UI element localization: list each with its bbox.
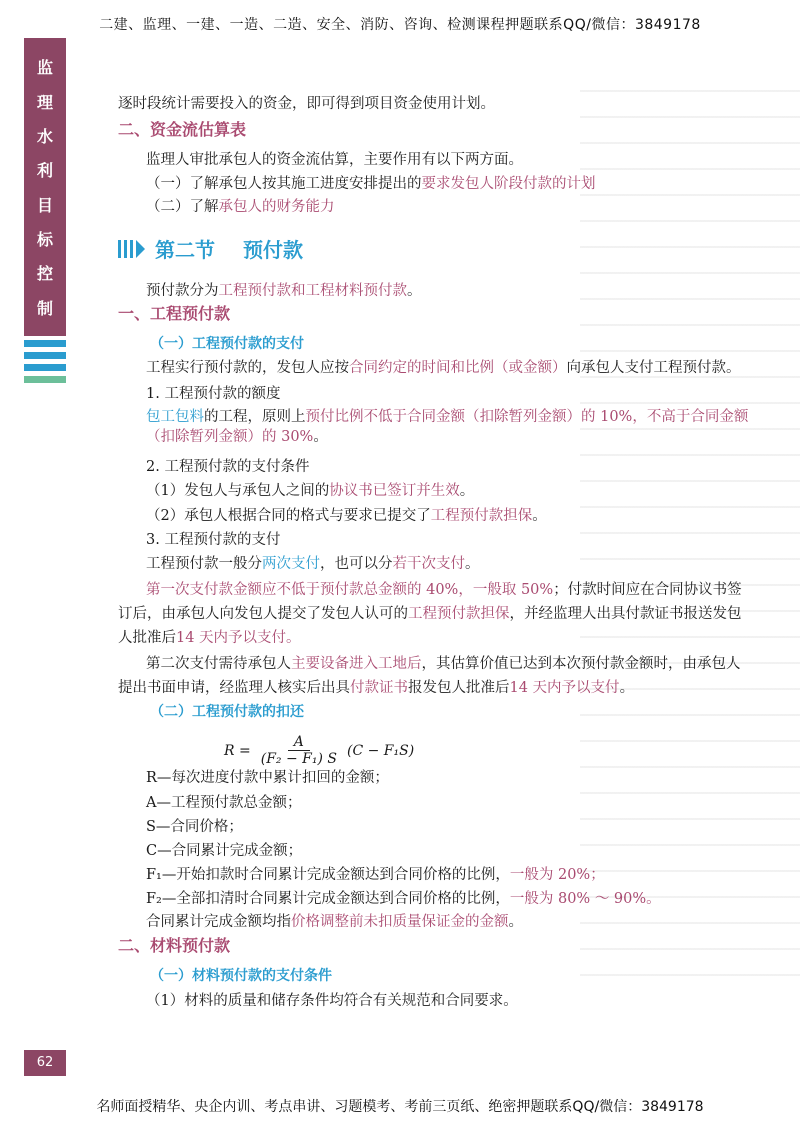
definition: F₂—全部扣清时合同累计完成金额达到合同价格的比例，一般为 80% ～ 90%。 [146, 891, 661, 907]
side-tab-char: 控 [36, 264, 53, 284]
section-title: 第二节 预付款 [118, 234, 303, 263]
deduction-formula: R = $\frac{A}{\text{(F₂ − F₁) S}}$ (C − F₁S) [224, 734, 415, 767]
heading-material-condition: （一）材料预付款的支付条件 [150, 968, 332, 984]
paragraph: 工程预付款一般分两次支付，也可以分若干次支付。 [146, 556, 480, 572]
paragraph: （二）了解承包人的财务能力 [146, 199, 335, 215]
heading-prepay-payment: （一）工程预付款的支付 [150, 336, 304, 352]
bleed-through-text [580, 90, 800, 990]
paragraph: 2. 工程预付款的支付条件 [146, 459, 310, 475]
definition: A—工程预付款总金额； [146, 795, 302, 811]
side-tab-char: 水 [36, 126, 53, 146]
heading-material: 二、材料预付款 [118, 936, 231, 955]
paragraph: 3. 工程预付款的支付 [146, 532, 281, 548]
section-bars-icon [118, 240, 145, 258]
paragraph: 逐时段统计需要投入的资金，即可得到项目资金使用计划。 [118, 96, 495, 112]
heading-cashflow: 二、资金流估算表 [118, 120, 247, 139]
paragraph: 第一次支付款金额应不低于预付款总金额的 40%，一般取 50%；付款时间应在合同协议书签订后，由承包人向发包人提交了发包人认可的工程预付款担保，并经监理人出具付款证书报送发包人批准后14 天内予以支付。 [118, 582, 742, 646]
side-tab-char: 利 [36, 161, 53, 181]
side-tab-char: 监 [36, 58, 53, 78]
paragraph: （一）了解承包人按其施工进度安排提出的要求发包人阶段付款的计划 [146, 176, 596, 192]
definition: F₁—开始扣款时合同累计完成金额达到合同价格的比例，一般为 20%； [146, 867, 605, 883]
definition: R—每次进度付款中累计扣回的金额； [146, 770, 389, 786]
heading-prepay-deduct: （二）工程预付款的扣还 [150, 704, 304, 720]
side-tab [24, 38, 66, 336]
heading-prepay: 一、工程预付款 [118, 304, 231, 323]
page-footer: 名师面授精华、央企内训、考点串讲、习题模考、考前三页纸、绝密押题联系QQ/微信：3849178 [96, 1099, 704, 1115]
paragraph: （1）发包人与承包人之间的协议书已签订并生效。 [146, 483, 475, 499]
side-tab-char: 标 [36, 229, 53, 249]
paragraph: 监理人审批承包人的资金流估算，主要作用有以下两方面。 [146, 152, 523, 168]
side-tab-char: 理 [36, 92, 53, 112]
paragraph: 第二次支付需待承包人主要设备进入工地后，其估算价值已达到本次预付款金额时，由承包人提出书面申请，经监理人核实后出具付款证书报发包人批准后14 天内予以支付。 [118, 656, 741, 696]
definition: C—合同累计完成金额； [146, 843, 303, 859]
paragraph: （2）承包人根据合同的格式与要求已提交了工程预付款担保。 [146, 508, 547, 524]
paragraph: 预付款分为工程预付款和工程材料预付款。 [146, 283, 422, 299]
side-tab-char: 目 [36, 195, 53, 215]
paragraph: 工程实行预付款的，发包人应按合同约定的时间和比例（或金额）向承包人支付工程预付款。 [146, 360, 741, 376]
page-number: 62 [24, 1050, 66, 1076]
paragraph: 包工包料的工程，原则上预付比例不低于合同金额（扣除暂列金额）的 10%，不高于合同金额（扣除暂列金额）的 30%。 [146, 409, 749, 445]
definition: S—合同价格； [146, 819, 243, 835]
page-header: 二建、监理、一建、一造、二造、安全、消防、咨询、检测课程押题联系QQ/微信：3849178 [99, 17, 701, 33]
side-tab-char: 制 [36, 298, 53, 318]
paragraph: 1. 工程预付款的额度 [146, 386, 281, 402]
side-decor-bars [24, 340, 66, 388]
paragraph: 合同累计完成金额均指价格调整前未扣质量保证金的金额。 [146, 914, 523, 930]
paragraph: （1）材料的质量和储存条件均符合有关规范和合同要求。 [146, 993, 518, 1009]
